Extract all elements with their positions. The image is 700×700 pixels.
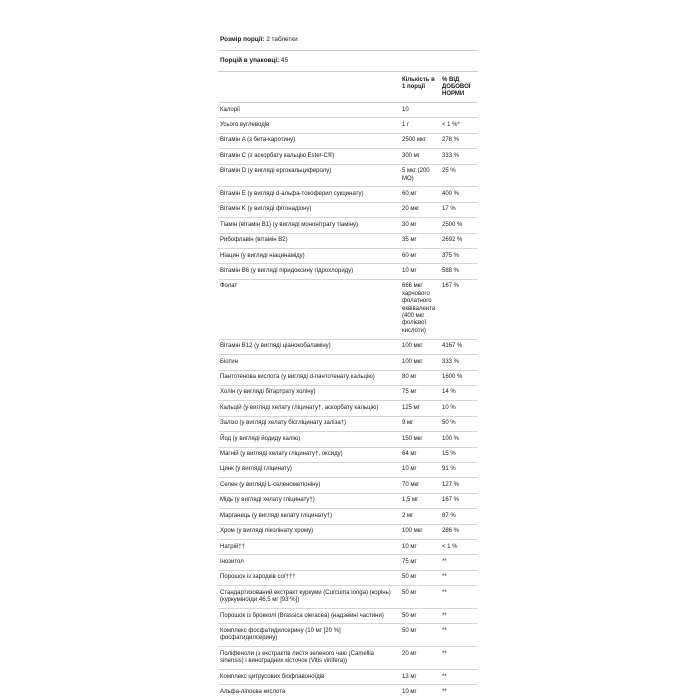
table-row [218,249,478,264]
row-name: Усього вуглеводів [218,118,400,133]
row-daily-value: 1600 % [440,370,478,385]
row-amount: 20 мг [400,647,440,670]
table-row [218,339,478,354]
row-daily-value: ** [440,570,478,585]
row-amount: 50 мг [400,586,440,609]
row-name: Вітамін B12 (у вигляді ціанокобаламіну) [218,339,400,354]
row-name: Порошок із зародків сої††† [218,570,400,585]
row-daily-value: 91 % [440,462,478,477]
row-name: Залізо (у вигляді хелату бісгліцинату заліза†) [218,416,400,431]
row-daily-value: 333 % [440,149,478,164]
table-row [218,416,478,431]
row-amount: 64 мг [400,447,440,462]
table-row [218,540,478,555]
row-name: Кальцій (у вигляді хелату гліцинату†, аскорбату кальцію) [218,401,400,416]
servings-per-container-label: Порцій в упаковці: [220,57,280,64]
row-daily-value: ** [440,609,478,624]
row-name: Фолат [218,279,400,339]
row-name: Хром (у вигляді піколінату хрому) [218,524,400,539]
table-row [218,103,478,118]
servings-per-container-value: 45 [281,57,289,64]
serving-size-value: 2 таблетки [266,36,298,43]
serving-size-label: Розмір порції: [220,36,265,43]
row-name: Натрій†† [218,540,400,555]
row-name: Вітамін A (з бета-каротину) [218,133,400,148]
table-row [218,118,478,133]
table-row [218,149,478,164]
row-amount: 75 мг [400,555,440,570]
table-row [218,609,478,624]
row-daily-value: 87 % [440,509,478,524]
header-name [218,72,400,103]
row-daily-value: 2500 % [440,218,478,233]
row-name: Комплекс цитрусових біофлавоноїдів [218,670,400,685]
row-daily-value: 15 % [440,447,478,462]
table-row [218,447,478,462]
nutrition-table [218,72,478,700]
row-amount: 10 мг [400,685,440,700]
table-row [218,647,478,670]
row-daily-value: 286 % [440,524,478,539]
row-amount: 75 мг [400,385,440,400]
row-name: Вітамін D (у вигляді ергокальциферолу) [218,164,400,187]
row-daily-value: 17 % [440,202,478,217]
table-row [218,570,478,585]
row-amount: 60 мг [400,187,440,202]
row-daily-value: 100 % [440,432,478,447]
table-row [218,385,478,400]
row-name: Порошок із брокколі (Brassica oleracea) (надземні частини) [218,609,400,624]
table-row [218,202,478,217]
header-daily-value: % ВІД ДОБОВОЇ НОРМИ [440,72,478,103]
table-row [218,264,478,279]
row-amount: 100 мкг [400,524,440,539]
table-row [218,478,478,493]
row-name: Вітамін E (у вигляді d-альфа-токоферил сукцинату) [218,187,400,202]
row-daily-value: 375 % [440,249,478,264]
row-amount: 2 мг [400,509,440,524]
row-name: Мідь (у вигляді хелату гліцинату†) [218,493,400,508]
row-name: Йод (у вигляді йодиду калію) [218,432,400,447]
table-header-row [218,72,478,103]
row-daily-value: ** [440,624,478,647]
row-amount: 100 мкг [400,339,440,354]
table-row [218,355,478,370]
row-amount: 300 мг [400,149,440,164]
row-amount: 10 мг [400,540,440,555]
row-amount: 1,5 мг [400,493,440,508]
row-name: Вітамін C (з аскорбату кальцію Ester-C®) [218,149,400,164]
row-name: Цинк (у вигляді гліцинату) [218,462,400,477]
serving-size [218,30,478,51]
table-row [218,524,478,539]
row-amount: 50 мг [400,624,440,647]
row-name: Магній (у вигляді хелату гліцинату†, оксиду) [218,447,400,462]
table-row [218,218,478,233]
table-row [218,670,478,685]
row-amount: 150 мкг [400,432,440,447]
row-daily-value: 50 % [440,416,478,431]
row-daily-value: 10 % [440,401,478,416]
table-row [218,401,478,416]
row-daily-value: ** [440,555,478,570]
row-amount: 50 мг [400,609,440,624]
row-daily-value: ** [440,647,478,670]
row-name: Ніацин (у вигляді ніацинаміду) [218,249,400,264]
row-amount: 9 мг [400,416,440,431]
row-amount: 10 мг [400,462,440,477]
header-amount: Кількість в 1 порції [400,72,440,103]
table-body [218,103,478,700]
row-name: Пантотенова кислота (у вигляді d-пантотенату кальцію) [218,370,400,385]
row-daily-value: 127 % [440,478,478,493]
row-daily-value: 2692 % [440,233,478,248]
row-amount: 10 [402,106,409,113]
table-row [218,164,478,187]
table-row [218,555,478,570]
row-daily-value: 167 % [440,279,478,339]
row-amount: 60 мг [400,249,440,264]
table-row [218,509,478,524]
row-amount: 100 мкг [400,355,440,370]
row-amount: 666 мкг харчового фолатного еквівалента (400 мкг фолієвої кислоти) [400,279,440,339]
row-name: Альфа-ліпоєва кислота [218,685,400,700]
row-name: Стандартизований екстракт куркуми (Curcuma longa) (корінь) (куркуміноїди 46,5 мг [93 %]) [218,586,400,609]
row-daily-value: 167 % [440,493,478,508]
row-amount: 35 мг [400,233,440,248]
row-daily-value: ** [440,586,478,609]
row-name: Комплекс фосфатидилсерину (10 мг [20 %] фосфатидилсерину) [218,624,400,647]
row-amount: 80 мг [400,370,440,385]
table-row [218,685,478,700]
table-row [218,586,478,609]
table-row [218,133,478,148]
row-name: Селен (у вигляді L-селенометіоніну) [218,478,400,493]
row-daily-value: 400 % [440,187,478,202]
row-amount: 5 мкг (200 МО) [400,164,440,187]
row-daily-value: ** [440,685,478,700]
table-row [218,624,478,647]
row-name: Інозитол [218,555,400,570]
row-name: Біотин [218,355,400,370]
row-name: Поліфеноли (з екстрактів листя зеленого чаю (Camellia sinensis) і виноградних кісточок (Vitis vinifera)) [218,647,400,670]
row-amount: 13 мг [400,670,440,685]
row-name: Холін (у вигляді бітартрату холіну) [218,385,400,400]
table-row [218,493,478,508]
row-amount: 10 мг [400,264,440,279]
row-daily-value: 4167 % [440,339,478,354]
row-name: Вітамін K (у вигляді фітонадіону) [218,202,400,217]
row-daily-value: 278 % [440,133,478,148]
supplement-facts-panel [218,30,478,700]
row-name: Рибофлавін (вітамін B2) [218,233,400,248]
row-amount: 50 мг [400,570,440,585]
row-daily-value: 14 % [440,385,478,400]
table-row [218,370,478,385]
table-row [218,187,478,202]
row-daily-value: < 1 % [440,540,478,555]
row-amount: 70 мкг [400,478,440,493]
table-row [218,462,478,477]
row-name: Вітамін B6 (у вигляді піридоксину гідрохлориду) [218,264,400,279]
table-row [218,432,478,447]
table-row [218,233,478,248]
row-daily-value [440,103,478,118]
table-row [218,279,478,339]
row-amount: 125 мг [400,401,440,416]
row-daily-value: 333 % [440,355,478,370]
servings-per-container [218,51,478,72]
row-amount: 20 мкг [400,202,440,217]
row-amount: 30 мг [400,218,440,233]
row-daily-value: < 1 %* [440,118,478,133]
row-name: Марганець (у вигляді хелату гліцинату†) [218,509,400,524]
row-name: Калорії [220,106,241,113]
row-amount: 2500 мкг [400,133,440,148]
row-daily-value: 588 % [440,264,478,279]
row-daily-value: 25 % [440,164,478,187]
row-name: Тіамін (вітамін B1) (у вигляді мононітрату тіаміну) [218,218,400,233]
row-daily-value: ** [440,670,478,685]
row-amount: 1 г [400,118,440,133]
